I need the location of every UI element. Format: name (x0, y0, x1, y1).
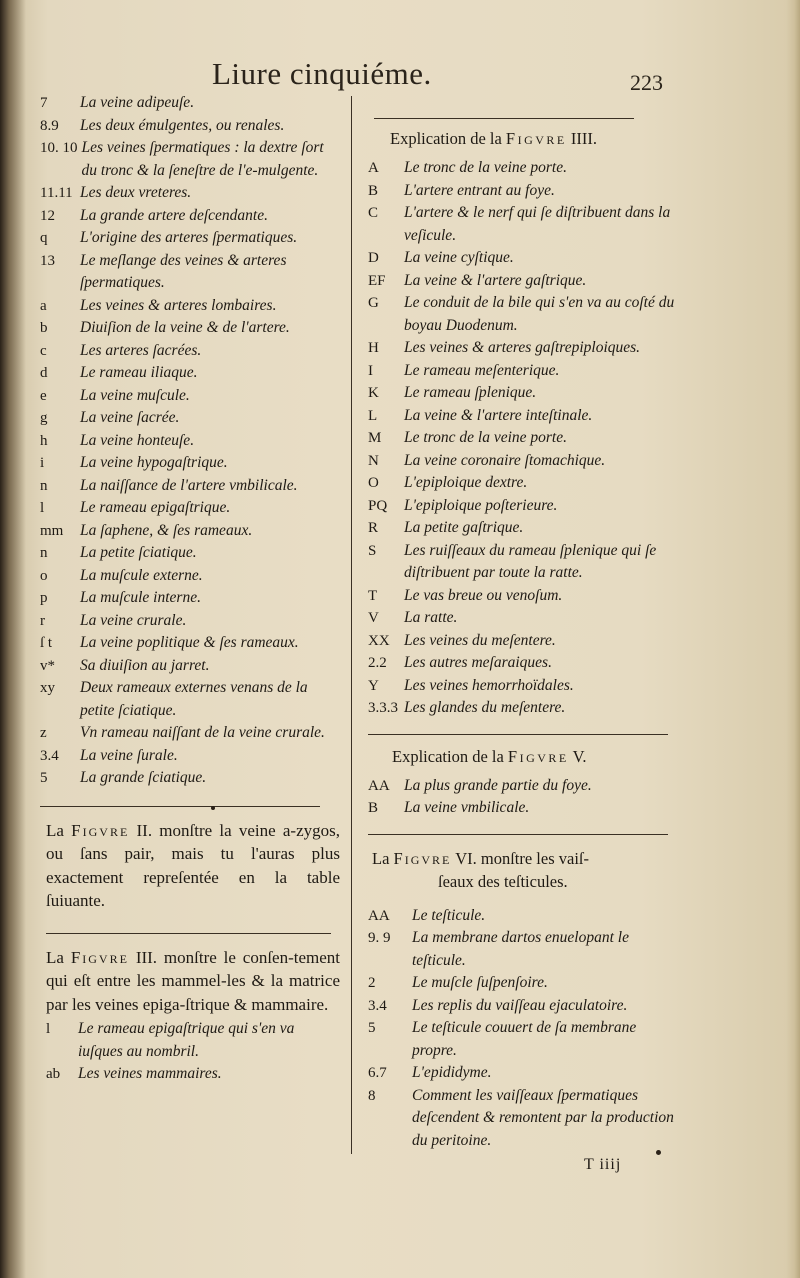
legend-key: B (368, 800, 379, 816)
legend-entry (368, 180, 680, 203)
legend-entry (40, 182, 340, 205)
legend-entry (40, 385, 340, 408)
legend-key: a (40, 297, 47, 314)
legend-text: La grande artere deſcendante. (80, 206, 268, 224)
legend-entry (40, 362, 340, 385)
legend-key: 11.11 (40, 185, 73, 201)
legend-text: Les veines du meſentere. (404, 631, 556, 649)
legend-text: Les veines ſpermatiques : la dextre ſort du tronc & la ſeneſtre de l'e-mulgente. (81, 139, 324, 179)
legend-key: B (368, 182, 379, 199)
legend-entry (368, 405, 680, 428)
legend-text: La plus grande partie du foye. (404, 776, 592, 794)
legend-text: La veine & l'artere gaſtrique. (404, 271, 587, 289)
legend-text: L'epiploique poſterieure. (404, 496, 558, 514)
legend-entry (368, 775, 680, 798)
legend-text: Le tronc de la veine porte. (404, 429, 567, 446)
legend-text: Les veines & arteres lombaires. (80, 296, 277, 314)
legend-key: p (40, 590, 48, 606)
legend-text: Le rameau epigaſtrique. (80, 499, 231, 516)
legend-entry (368, 675, 680, 698)
legend-key: T (368, 587, 378, 604)
figure-6-legend (368, 905, 680, 1153)
legend-key: S (368, 542, 377, 559)
legend-text: Le rameau epigaſtrique qui s'en va iuſques au nombril. (78, 1020, 295, 1060)
legend-key: AA (368, 907, 390, 924)
legend-entry (368, 1017, 680, 1062)
legend-text: La veine adipeuſe. (80, 94, 195, 111)
legend-key: I (368, 362, 373, 379)
legend-entry (46, 1063, 340, 1086)
legend-entry (40, 722, 340, 745)
legend-text: Vn rameau naiſſant de la veine crurale. (80, 724, 325, 741)
legend-text: Les arteres ſacrées. (80, 341, 202, 359)
legend-key: mm (40, 522, 64, 539)
legend-key: 12 (40, 207, 55, 224)
legend-key: L (368, 407, 378, 424)
legend-entry (40, 227, 340, 250)
legend-key: V (368, 610, 379, 626)
page-number: 223 (630, 70, 663, 95)
legend-text: Le rameau meſenterique. (404, 361, 560, 379)
legend-text: Les glandes du meſentere. (404, 699, 566, 716)
figure-5-heading-prefix: Explication de la (392, 746, 504, 766)
figure-2-paragraph (46, 819, 340, 913)
legend-key: AA (368, 777, 390, 794)
legend-key: 8.9 (40, 117, 59, 134)
legend-text: La ratte. (404, 609, 458, 626)
legend-entry (368, 202, 680, 247)
legend-key: v* (40, 657, 55, 674)
legend-entry (368, 972, 680, 995)
legend-key: n (40, 545, 48, 561)
legend-key: n (40, 477, 48, 494)
legend-key: o (40, 567, 48, 584)
legend-entry (40, 655, 340, 678)
legend-text: La membrane dartos enuelopant le teſticule. (412, 929, 629, 969)
ink-blot (211, 806, 215, 810)
legend-key: d (40, 365, 48, 381)
legend-text: La veine ſacrée. (80, 409, 180, 426)
legend-entry (40, 92, 340, 115)
legend-entry (368, 427, 680, 450)
legend-list-continued (40, 92, 340, 790)
figure-4-heading-prefix: Explication de la (390, 129, 502, 148)
legend-text: La veine honteuſe. (80, 431, 195, 449)
figure-6-label: Figvre (393, 848, 452, 868)
signature-mark: T iiij (584, 1156, 622, 1173)
legend-key: Y (368, 677, 379, 694)
legend-text: La veine crurale. (80, 611, 187, 629)
figure-4-heading-number: IIII. (570, 129, 597, 148)
legend-entry (368, 1085, 680, 1153)
legend-entry (368, 995, 680, 1018)
section-rule (368, 834, 668, 835)
legend-entry (40, 115, 340, 138)
legend-text: La ſaphene, & ſes rameaux. (80, 521, 253, 539)
left-column (40, 92, 340, 1086)
section-rule (40, 806, 320, 807)
right-column (368, 108, 680, 1152)
legend-text: Les deux vreteres. (80, 184, 192, 201)
legend-entry (368, 517, 680, 540)
legend-text: Les replis du vaiſſeau ejaculatoire. (412, 996, 628, 1014)
legend-entry (368, 927, 680, 972)
figure-2-prefix: La (46, 820, 64, 840)
legend-key: l (40, 500, 45, 516)
legend-entry (368, 585, 680, 608)
legend-key: g (40, 410, 48, 426)
running-title: Liure cinquiéme. (212, 56, 432, 91)
legend-text: Le rameau ſplenique. (404, 384, 537, 401)
legend-text: L'origine des arteres ſpermatiques. (80, 229, 298, 246)
legend-key: c (40, 342, 47, 359)
legend-entry (368, 905, 680, 928)
legend-key: D (368, 250, 379, 266)
legend-key: r (40, 612, 45, 629)
legend-text: Les ruiſſeaux du rameau ſplenique qui ſe diſtribuent par toute la ratte. (404, 541, 657, 581)
legend-entry (46, 1018, 340, 1063)
legend-text: La veine muſcule. (80, 386, 190, 404)
legend-key: 2.2 (368, 655, 387, 671)
legend-key: xy (40, 680, 55, 696)
legend-entry (40, 632, 340, 655)
legend-key: EF (368, 272, 386, 289)
legend-key: O (368, 475, 379, 491)
figure-6-paragraph (368, 847, 680, 893)
legend-text: La naiſſance de l'artere vmbilicale. (80, 476, 298, 494)
legend-entry (40, 587, 340, 610)
legend-entry (368, 450, 680, 473)
legend-entry (40, 565, 340, 588)
legend-entry (40, 610, 340, 633)
legend-entry (40, 745, 340, 768)
legend-entry (368, 292, 680, 337)
legend-entry (40, 475, 340, 498)
legend-entry (368, 382, 680, 405)
legend-entry (40, 520, 340, 543)
legend-entry (368, 247, 680, 270)
legend-entry (40, 137, 340, 182)
legend-key: 3.3.3 (368, 700, 398, 716)
legend-entry (368, 337, 680, 360)
legend-text: Les veines & arteres gaſtrepiploiques. (404, 339, 641, 356)
legend-entry (368, 540, 680, 585)
legend-entry (40, 452, 340, 475)
legend-key: 7 (40, 95, 48, 111)
legend-entry (368, 360, 680, 383)
legend-entry (368, 472, 680, 495)
legend-text: Le rameau iliaque. (80, 364, 198, 381)
section-rule (46, 933, 331, 934)
legend-text: La petite gaſtrique. (404, 519, 524, 536)
legend-text: Le vas breue ou venoſum. (404, 586, 563, 604)
figure-4-heading-label: Figvre (505, 129, 567, 148)
legend-key: K (368, 385, 379, 401)
legend-text: Le teſticule. (412, 906, 486, 924)
legend-entry (368, 157, 680, 180)
legend-text: La grande ſciatique. (80, 769, 207, 786)
legend-entry (40, 205, 340, 228)
legend-entry (40, 250, 340, 295)
figure-4-legend (368, 157, 680, 720)
legend-text: La veine & l'artere inteſtinale. (404, 406, 593, 424)
legend-text: La veine hypogaſtrique. (80, 454, 228, 471)
legend-key: G (368, 295, 379, 311)
legend-entry (40, 767, 340, 790)
legend-text: La veine poplitique & ſes rameaux. (80, 634, 299, 651)
legend-key: 2 (368, 975, 376, 991)
legend-key: 13 (40, 252, 55, 269)
legend-text: La veine vmbilicale. (404, 799, 530, 816)
legend-text: Les deux émulgentes, ou renales. (80, 116, 285, 134)
column-divider (351, 96, 352, 1154)
legend-key: ab (46, 1066, 61, 1082)
legend-entry (368, 697, 680, 720)
legend-entry (368, 270, 680, 293)
legend-text: Diuiſion de la veine & de l'artere. (80, 319, 290, 336)
legend-key: H (368, 340, 379, 356)
figure-4-heading (390, 129, 680, 149)
legend-text: Le teſticule couuert de ſa membrane propre. (412, 1019, 637, 1059)
legend-key: 8 (368, 1087, 376, 1104)
legend-entry (40, 542, 340, 565)
legend-text: Le conduit de la bile qui s'en va au coſté du boyau Duodenum. (404, 294, 675, 334)
legend-key: h (40, 432, 48, 449)
gutter-shadow (0, 0, 26, 1278)
legend-key: i (40, 455, 45, 471)
figure-2-label: Figvre (71, 820, 130, 840)
figure-5-heading (392, 747, 680, 767)
legend-key: 5 (368, 1020, 376, 1036)
legend-text: Le meſlange des veines & arteres ſpermatiques. (80, 251, 287, 291)
legend-text: La muſcule externe. (80, 566, 203, 584)
legend-text: La veine coronaire ſtomachique. (404, 451, 606, 469)
legend-key: z (40, 725, 47, 741)
figure-3-label: Figvre (70, 947, 129, 967)
figure-6-text-continued: ſeaux des teſticules. (438, 871, 568, 891)
legend-key: PQ (368, 497, 388, 514)
figure-3-text: III. monſtre le conſen-tement qui eſt entre les mammel-les & la matrice par les veines epiga-ſtrique & mammaire. (46, 947, 341, 1014)
legend-key: A (368, 160, 379, 176)
legend-text: La petite ſciatique. (80, 544, 197, 561)
legend-key: e (40, 387, 47, 404)
legend-key: 9. 9 (368, 930, 391, 946)
legend-key: R (368, 520, 379, 536)
legend-key: 5 (40, 770, 48, 786)
legend-key: 6.7 (368, 1065, 387, 1081)
figure-3-paragraph (46, 946, 340, 1017)
section-rule (374, 118, 634, 119)
legend-key: C (368, 205, 379, 221)
legend-text: L'artere entrant au foye. (404, 181, 555, 199)
legend-text: Les veines mammaires. (78, 1065, 222, 1082)
legend-entry (368, 1062, 680, 1085)
figure-5-legend (368, 775, 680, 820)
legend-entry (368, 630, 680, 653)
page-edge (786, 0, 800, 1278)
legend-entry (368, 607, 680, 630)
legend-key: l (46, 1021, 51, 1037)
legend-text: L'artere & le nerf qui ſe diſtribuent dans la veſicule. (404, 204, 671, 244)
legend-key: XX (368, 632, 390, 649)
legend-text: La veine cyſtique. (404, 249, 514, 266)
legend-text: Le tronc de la veine porte. (404, 159, 567, 176)
figure-5-heading-number: V. (572, 746, 587, 766)
legend-text: Comment les vaiſſeaux ſpermatiques deſcendent & remontent par la production du peritoine. (412, 1086, 674, 1149)
legend-text: Les veines hemorrhoïdales. (404, 676, 574, 694)
legend-key: 3.4 (368, 997, 387, 1014)
legend-text: L'epididyme. (412, 1064, 492, 1081)
figure-2-text: II. monſtre la veine a-zygos, ou ſans pair, mais tu l'auras plus exactement repreſentée en la table ſuiuante. (46, 820, 341, 910)
legend-entry (40, 340, 340, 363)
figure-3-legend (46, 1018, 340, 1086)
legend-key: b (40, 320, 48, 336)
legend-text: Le muſcle ſuſpenſoire. (412, 974, 548, 991)
legend-entry (368, 495, 680, 518)
legend-entry (40, 295, 340, 318)
figure-6-text: VI. monſtre les vaiſ- (455, 848, 589, 868)
legend-entry (40, 430, 340, 453)
figure-3-prefix: La (46, 947, 64, 967)
legend-text: Sa diuiſion au jarret. (80, 656, 210, 674)
legend-key: M (368, 430, 382, 446)
legend-key: ſ t (40, 635, 53, 651)
legend-key: 3.4 (40, 747, 59, 764)
legend-text: Deux rameaux externes venans de la petite ſciatique. (80, 679, 308, 719)
legend-text: Les autres meſaraiques. (404, 654, 552, 671)
legend-key: q (40, 230, 48, 246)
legend-text: L'epiploique dextre. (404, 474, 528, 491)
legend-entry (368, 797, 680, 820)
legend-entry (40, 317, 340, 340)
legend-key: 10. 10 (40, 140, 78, 156)
section-rule (368, 734, 668, 735)
figure-5-heading-label: Figvre (507, 746, 569, 766)
legend-entry (40, 407, 340, 430)
ink-blot (656, 1150, 661, 1155)
legend-text: La muſcule interne. (80, 589, 201, 606)
legend-entry (40, 497, 340, 520)
figure-6-prefix: La (372, 848, 390, 868)
legend-entry (368, 652, 680, 675)
legend-key: N (368, 452, 379, 469)
legend-entry (40, 677, 340, 722)
legend-text: La veine ſurale. (80, 746, 178, 764)
